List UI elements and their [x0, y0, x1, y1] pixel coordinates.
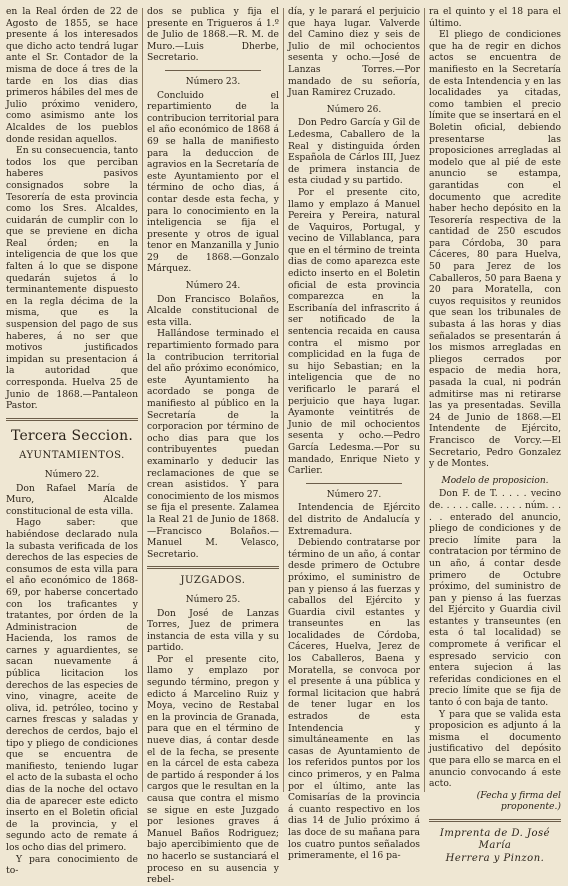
paragraph: día, y le parará el perjuicio que haya lugar. Valverde del Camino diez y seis de Julio de mil ochocientos sesenta y ocho.—José de Lanzas Torres.—Por mandado de su señoría, Juan Ramirez Cruzado. [288, 6, 420, 99]
paragraph: Don Francisco Bolaños, Alcalde constitucional de esta villa. [147, 293, 279, 328]
column-2 [147, 6, 279, 886]
paragraph: Por el presente cito, llamo y emplazo á Manuel Pereira y Pereira, natural de Vaquiros, Portugal, y vecino de Villablanca, para que en el término de treinta dias de como aparezca este edicto inserto en el Boletin oficial de esta provincia comparezca en la Escribanía del infrascrito á ser notificado de la sentencia recaida en causa contra el mismo por complicidad en la fuga de su hijo Sebastian; en la inteligencia que de no verificarlo le parará el perjuicio que haya lugar. Ayamonte veintitrés de Junio de mil ochocientos sesenta y ocho.—Pedro García Ledesma.—Por su mandado, Enrique Nieto y Carlier. [288, 186, 420, 477]
paragraph: Y para conocimiento de to- [6, 853, 138, 877]
divider [165, 70, 261, 71]
column-divider [142, 8, 143, 792]
divider [429, 819, 561, 822]
paragraph: dos se publica y fija el presente en Trigueros á 1.º de Julio de 1868.—R. M. de Muro.—Luis Dherbe, Secretario. [147, 6, 279, 64]
divider [6, 418, 138, 421]
column-4 [429, 6, 561, 865]
paragraph: Don Rafael María de Muro, Alcalde constitucional de esta villa. [6, 482, 138, 517]
paragraph: Intendencia de Ejército del distrito de Andalucía y Extremadura. [288, 502, 420, 537]
item-number: Número 24. [185, 281, 241, 292]
paragraph: en la Real órden de 22 de Agosto de 1855, se hace presente á los interesados que dicho acto tendrá lugar ante el Sr. Contador de la misma de doce á tres de la tarde en los dias dias primeros hábiles del mes de Julio próximo venidero, como asimismo ante los Alcaldes de los pueblos donde residan aquellos. [6, 6, 138, 145]
imprint-line: Imprenta de D. José María [439, 827, 551, 851]
column-divider [424, 8, 425, 792]
item-number: Número 23. [185, 76, 241, 87]
section-title: Tercera Seccion. [11, 427, 133, 444]
item-number: Número 25. [185, 594, 241, 605]
item-number: Número 26. [326, 104, 382, 115]
column-1 [6, 6, 138, 877]
divider [147, 566, 279, 569]
section-heading: AYUNTAMIENTOS. [19, 450, 125, 462]
paragraph: Don José de Lanzas Torres, Juez de primera instancia de esta villa y su partido. [147, 607, 279, 654]
section-heading: JUZGADOS. [180, 575, 246, 587]
column-divider [283, 8, 284, 792]
signature-line: (Fecha y firma del proponente.) [476, 789, 561, 813]
paragraph: Don F. de T. . . . . vecino de. . . . . calle. . . . . núm. . . . . enterado del anuncio, pliego de condiciones y de precio límite para la contratacion por término de un año, á contar desde primero de Octubre próximo, del suministro de pan y pienso á las fuerzas del Ejército y Guardia civil estantes y transeuntes (en esta ó tal localidad) se compromete á verificar el espresado servicio con entera sujecion á las referidas condiciones en el precio límite que se fija de tanto ó con baja de tanto. [429, 488, 561, 709]
paragraph: Hago saber: que habiéndose declarado nula la subasta verificada de los derechos de las especies de consumos de esta villa para el año económico de 1868-69, por haberse concertado con los traficantes y tratantes, por órden de la Administracion de Hacienda, los ramos de carnes y aguardientes, se sacan nuevamente á pública licitacion los derechos de las especies de vino, vinagre, aceite de oliva, id. petróleo, tocino y carnes frescas y saladas y derechos de cerdos, bajo el tipo y pliego de condiciones que se encuentra de manifiesto, teniendo lugar el acto de la subasta el ocho dias de la noche del octavo dia de aparecer este edicto inserto en el Boletin oficial de la provincia, y el segundo acto de remate á los ocho dias del primero. [6, 517, 138, 853]
paragraph: ra el quinto y el 18 para el último. [429, 6, 561, 29]
item-number: Número 27. [326, 489, 382, 500]
paragraph: En su consecuencia, tanto todos los que perciban haberes pasivos consignados sobre la Tesorería de esta provincia como los Sres. Alcaldes, cuidarán de cumplir con lo que se previene en dicha Real órden; en la inteligencia de que los que falten á lo que se dispone quedarán sujetos á lo terminantemente dispuesto en la regla décima de la misma, que es la suspension del pago de sus haberes, á no ser que motivos justificados impidan su presentacion á la autoridad que corresponda. Huelva 25 de Junio de 1868.—Pantaleon Pastor. [6, 145, 138, 412]
paragraph: Debiendo contratarse por término de un año, á contar desde primero de Octubre próximo, el suministro de pan y pienso á las fuerzas y caballos del Ejército y Guardia civil estantes y transeuntes en las localidades de Córdoba, Cáceres, Huelva, Jerez de los Caballeros, Baena y Moratella, se convoca por el presente á una pública y formal licitacion que habrá de tener lugar en los estrados de esta Intendencia y simultáneamente en las casas de Ayuntamiento de los referidos puntos por los cinco primeros, y en Palma por el último, ante las Comisarías de la provincia á cuanto respectivo en los dias 14 de Julio próximo á las doce de su mañana para los cuatro puntos señalados primeramente, el 16 pa- [288, 537, 420, 862]
item-number: Número 22. [44, 469, 100, 480]
paragraph: Hallándose terminado el repartimiento formado para la contribucion territorial del año próximo económico, este Ayuntamiento ha acordado se ponga de manifiesto al público en la Secretaría de la corporacion por término de ocho dias para que los contribuyentes puedan examinarlo y deducir las reclamaciones de que se crean asistidos. Y para conocimiento de los mismos se fija el presente. Zalamea la Real 21 de Junio de 1868.—Francisco Bolaños.—Manuel M. Velasco, Secretario. [147, 328, 279, 560]
paragraph: El pliego de condiciones que ha de regir en dichos actos se encuentra de manifiesto en la Secretaría de esta Intendencia y en las localidades ya citadas, como tambien el precio límite que se insertará en el Boletin oficial, debiendo presentarse las proposiciones arregladas al modelo que al pié de este anuncio se estampa, garantidas con el documento que acredite haber hecho depósito en la Tesorería respectiva de la cantidad de 250 escudos para Córdoba, 30 para Cáceres, 80 para Huelva, 50 para Jerez de los Caballeros, 50 para Baena y 20 para Moratella, con cuyos requisitos y reunidos que sean los tribunales de subasta á las horas y dias señalados se presentarán á los mismos arregladas en pliegos cerrados por espacio de media hora, pasada la cual, ni podrán admitirse mas ni retirarse las ya presentadas. Sevilla 24 de Junio de 1868.—El Intendente de Ejército, Francisco de Vorcy.—El Secretario, Pedro Gonzalez y de Montes. [429, 29, 561, 470]
paragraph: Por el presente cito, llamo y emplazo por segundo término, pregon y edicto á Marcelino Ruiz y Moya, vecino de Restabal en la provincia de Granada, para que en el término de nueve dias, á contar desde el de la fecha, se presente en la cárcel de esta cabeza de partido á responder á los cargos que le resultan en la causa que contra el mismo se sigue en este Juzgado por lesiones graves á Manuel Baños Rodriguez; bajo apercibimiento que de no hacerlo se sustanciará el proceso en su ausencia y rebel- [147, 653, 279, 886]
column-3 [288, 6, 420, 862]
imprint-line: Herrera y Pinzon. [445, 853, 545, 865]
divider [306, 483, 402, 484]
paragraph: Concluido el repartimiento de la contribucion territorial para el año económico de 1868 á 69 se halla de manifiesto para la deduccion de agravios en la Secretaría de este Ayuntamiento por el término de ocho dias, á contar desde esta fecha, y para lo conocimiento en la inteligencia se fija el presente y otros de igual tenor en Manzanilla y Junio 29 de 1868.—Gonzalo Márquez. [147, 89, 279, 275]
paragraph: Don Pedro García y Gil de Ledesma, Caballero de la Real y distinguida órden Española de Cárlos III, Juez de primera instancia de esta ciudad y su partido. [288, 117, 420, 187]
model-title: Modelo de proposicion. [441, 475, 549, 486]
paragraph: Y para que se valida esta proposicion es adjunto á la misma el documento justificativo del depósito que para ello se marca en el anuncio convocando á este acto. [429, 708, 561, 790]
